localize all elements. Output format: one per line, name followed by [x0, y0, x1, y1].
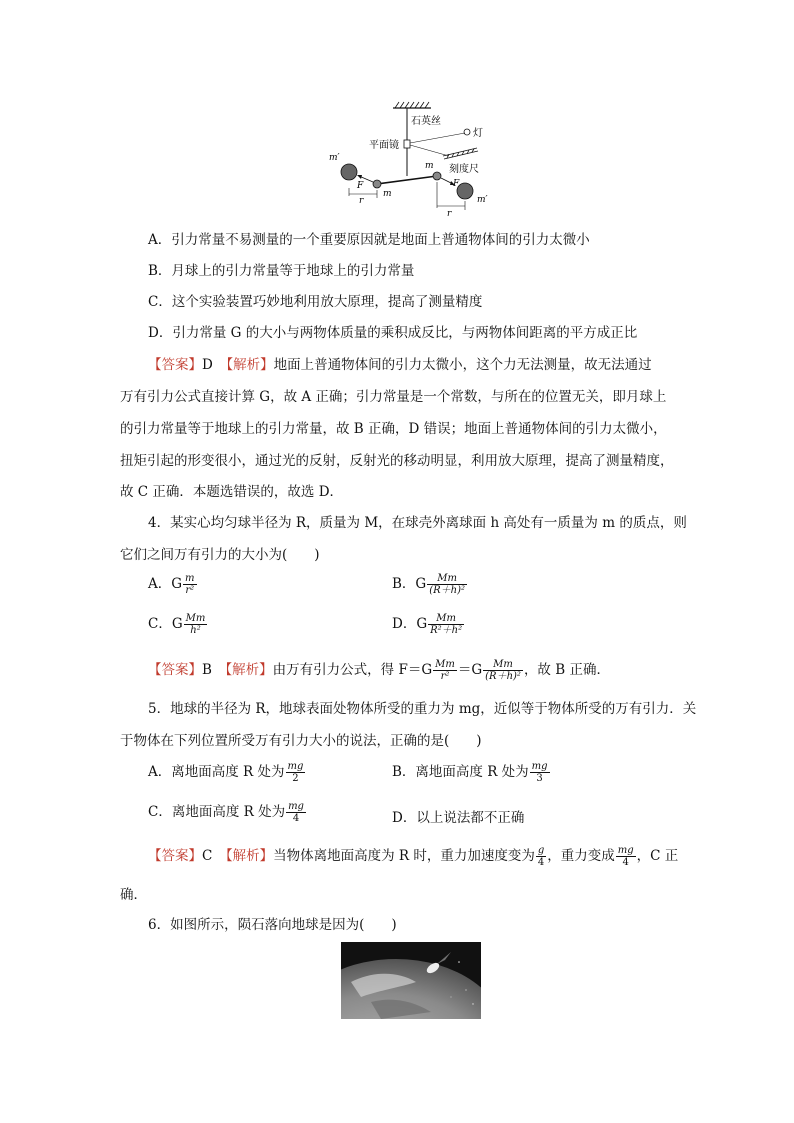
q4-stem-line-1: 4．某实心均匀球半径为 R，质量为 M，在球壳外离球面 h 高处有一质量为 m 的质点，则 — [148, 515, 687, 531]
q3-option-c: C．这个实验装置巧妙地利用放大原理，提高了测量精度 — [148, 294, 483, 310]
analysis-text: ＝G — [457, 662, 483, 678]
label-mprime-right: m′ — [477, 195, 488, 205]
label-m-left: m — [383, 189, 392, 199]
q3-answer-line — [148, 353, 652, 373]
denominator: 4 — [286, 812, 306, 824]
analysis-tag: 【解析】 — [225, 662, 273, 678]
answer-tag: 【答案】 — [148, 848, 202, 864]
analysis-text: ，C 正 — [636, 848, 679, 864]
answer-tag: 【答案】 — [148, 662, 202, 678]
q5-option-d: D．以上说法都不正确 — [392, 810, 525, 826]
fraction — [483, 660, 523, 682]
q4-option-b — [392, 572, 468, 596]
analysis-text: 由万有引力公式，得 F＝G — [272, 662, 433, 678]
denominator: r² — [433, 670, 457, 682]
fraction — [428, 614, 464, 636]
numerator: Mm — [185, 612, 206, 624]
answer-value: C — [202, 848, 213, 864]
numerator: Mm — [493, 658, 513, 670]
denominator: R²＋h² — [430, 624, 463, 636]
q4-stem-line-2: 它们之间万有引力的大小为( ) — [120, 547, 320, 563]
denominator: 4 — [536, 856, 546, 868]
denominator: r² — [183, 584, 196, 596]
fraction — [433, 660, 457, 682]
fraction — [286, 802, 306, 824]
q5-option-a — [148, 760, 306, 784]
answer-value: B — [202, 662, 212, 678]
numerator: mg — [617, 844, 634, 856]
analysis-tag: 【解析】 — [225, 848, 274, 864]
q3-analysis-line-5: 故 C 正确．本题选错误的，故选 D． — [120, 484, 344, 500]
q4-option-d — [392, 612, 465, 636]
q3-option-d: D．引力常量 G 的大小与两物体质量的乘积成反比，与两物体间距离的平方成正比 — [148, 325, 638, 341]
option-text: A．离地面高度 R 处为 — [148, 764, 285, 780]
numerator: mg — [531, 760, 548, 772]
numerator: Mm — [436, 612, 456, 624]
numerator: mg — [287, 760, 304, 772]
q5-option-c — [148, 800, 307, 824]
q5-stem-line-1: 5．地球的半径为 R，地球表面处物体所受的重力为 mg，近似等于物体所受的万有引力．关 — [148, 701, 697, 717]
answer-value: D — [202, 357, 213, 373]
analysis-text: 当物体离地面高度为 R 时，重力加速度变为 — [273, 848, 535, 864]
option-label: B．G — [392, 576, 427, 592]
denominator: h² — [184, 624, 208, 636]
denominator: 3 — [530, 772, 550, 784]
label-F-right: F — [453, 179, 460, 189]
label-lamp: 灯 — [473, 128, 483, 139]
q3-option-a: A．引力常量不易测量的一个重要原因就是地面上普通物体间的引力太微小 — [148, 232, 590, 248]
denominator: (R＋h)² — [429, 584, 465, 596]
q5-analysis-line-2: 确． — [120, 887, 147, 903]
analysis-text: ，重力变成 — [547, 848, 615, 864]
label-scale: 刻度尺 — [449, 164, 479, 175]
option-text: C．离地面高度 R 处为 — [148, 804, 286, 820]
meteor-earth-image — [341, 942, 481, 1019]
fraction — [184, 614, 208, 636]
numerator: m — [185, 572, 195, 584]
fraction — [427, 574, 467, 596]
fraction — [616, 846, 636, 868]
q6-stem: 6．如图所示，陨石落向地球是因为( ) — [148, 917, 397, 933]
q3-analysis-line-4: 扭矩引起的形变很小，通过光的反射，反射光的移动明显，利用放大原理，提高了测量精度， — [120, 453, 674, 469]
q3-analysis-line-2: 万有引力公式直接计算 G，故 A 正确；引力常量是一个常数，与所在的位置无关，即月球上 — [120, 389, 667, 405]
label-r-left: r — [359, 196, 364, 206]
fraction — [286, 762, 306, 784]
q5-answer-line — [148, 844, 678, 868]
q5-stem-line-2: 于物体在下列位置所受万有引力大小的说法，正确的是( ) — [120, 733, 482, 749]
fraction — [536, 846, 546, 868]
denominator: (R＋h)² — [485, 670, 521, 682]
answer-tag: 【答案】 — [148, 357, 202, 373]
label-F-left: F — [357, 181, 364, 191]
fraction — [530, 762, 550, 784]
q4-answer-line — [148, 658, 610, 682]
analysis-text: ，故 B 正确． — [523, 662, 610, 678]
q5-option-b — [392, 760, 551, 784]
numerator: Mm — [435, 658, 455, 670]
fraction — [183, 574, 196, 596]
label-mprime-left: m′ — [329, 153, 340, 163]
q3-analysis-line-3: 的引力常量等于地球上的引力常量，故 B 正确，D 错误；地面上普通物体间的引力太微小， — [120, 421, 667, 437]
analysis-tag: 【解析】 — [226, 357, 274, 373]
torsion-balance-figure — [325, 98, 505, 218]
numerator: g — [537, 844, 545, 856]
option-label: A．G — [148, 576, 183, 592]
label-quartz: 石英丝 — [411, 116, 441, 127]
q4-option-a — [148, 572, 198, 596]
label-m-right: m — [425, 161, 434, 171]
numerator: mg — [288, 800, 304, 812]
q3-option-b: B．月球上的引力常量等于地球上的引力常量 — [148, 263, 415, 279]
option-label: C．G — [148, 616, 183, 632]
numerator: Mm — [437, 572, 457, 584]
denominator: 2 — [286, 772, 306, 784]
analysis-text: 地面上普通物体间的引力太微小，这个力无法测量，故无法通过 — [273, 357, 652, 373]
option-text: B．离地面高度 R 处为 — [392, 764, 529, 780]
label-r-right: r — [447, 209, 452, 218]
denominator: 4 — [616, 856, 636, 868]
label-mirror: 平面镜 — [369, 140, 399, 151]
option-label: D．G — [392, 616, 428, 632]
q4-option-c — [148, 612, 208, 636]
